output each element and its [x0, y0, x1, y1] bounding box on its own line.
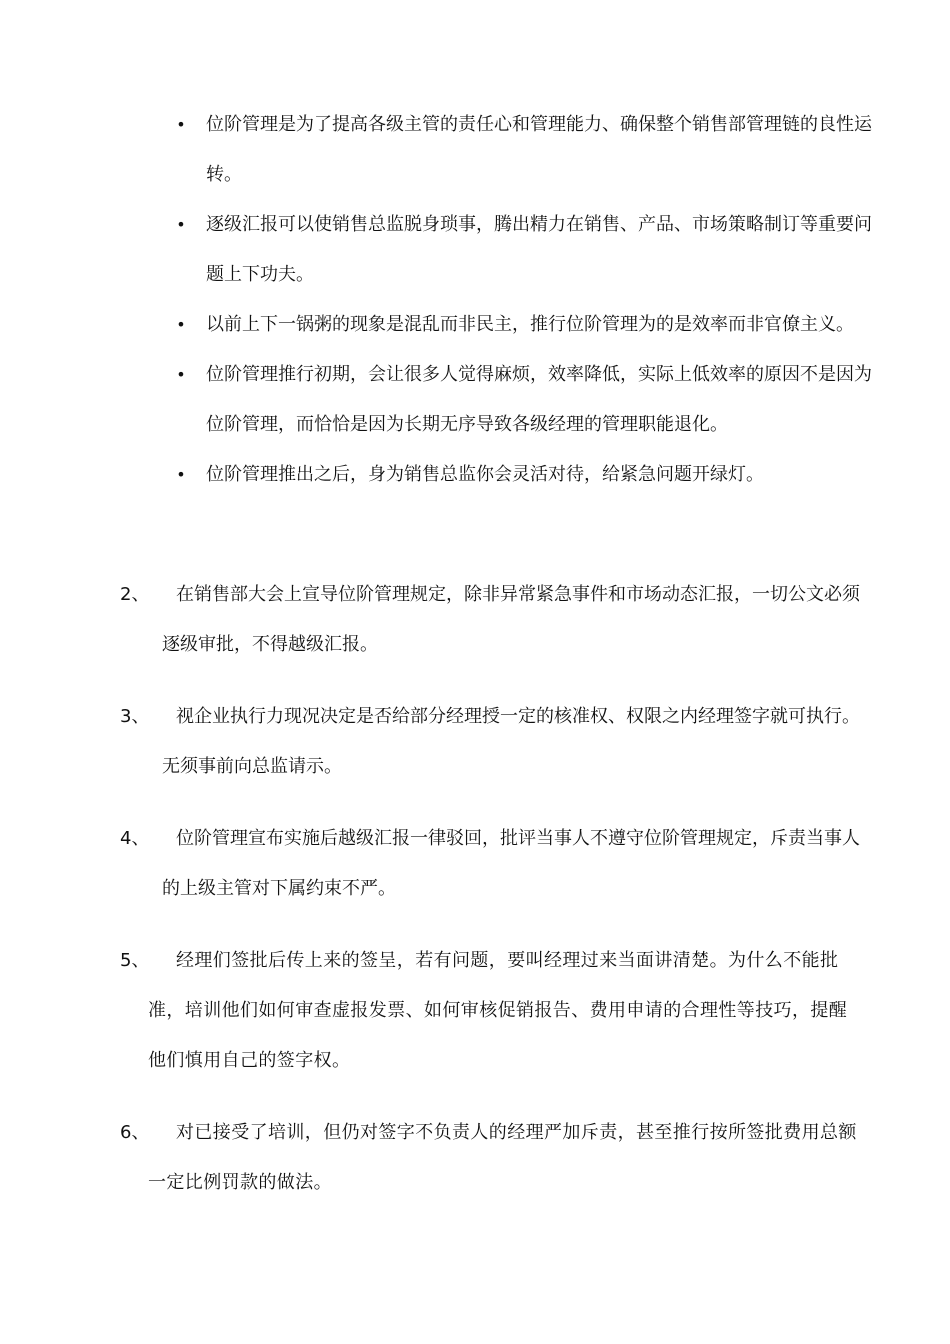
bullet-icon: • [176, 215, 186, 234]
bullet-text: 位阶管理推出之后，身为销售总监你会灵活对待，给紧急问题开绿灯。 [206, 464, 764, 485]
bullet-text: 逐级汇报可以使销售总监脱身琐事，腾出精力在销售、产品、市场策略制订等重要问题上下功夫。 [206, 214, 872, 285]
bullet-text: 位阶管理推行初期，会让很多人觉得麻烦，效率降低，实际上低效率的原因不是因为位阶管理，而恰恰是因为长期无序导致各级经理的管理职能退化。 [206, 364, 872, 435]
numbered-item [120, 570, 860, 670]
item-text: 经理们签批后传上来的签呈，若有问题，要叫经理过来当面讲清楚。为什么不能批准，培训他们如何审查虚报发票、如何审核促销报告、费用申请的合理性等技巧，提醒他们慎用自己的签字权。 [148, 950, 848, 1071]
item-text: 视企业执行力现况决定是否给部分经理授一定的核准权、权限之内经理签字就可执行。无须事前向总监请示。 [162, 706, 860, 777]
numbered-item [120, 936, 860, 1086]
item-text: 在销售部大会上宣导位阶管理规定，除非异常紧急事件和市场动态汇报，一切公文必须逐级审批，不得越级汇报。 [162, 584, 860, 655]
numbered-list [120, 570, 860, 1230]
numbered-item [120, 1108, 860, 1208]
bullet-item [176, 450, 876, 500]
bullet-item [176, 200, 876, 300]
item-text: 位阶管理宣布实施后越级汇报一律驳回，批评当事人不遵守位阶管理规定，斥责当事人的上级主管对下属约束不严。 [162, 828, 860, 899]
bullet-text: 位阶管理是为了提高各级主管的责任心和管理能力、确保整个销售部管理链的良性运转。 [206, 114, 872, 185]
numbered-item [120, 692, 860, 792]
bullet-icon: • [176, 115, 186, 134]
item-number: 3、 [120, 706, 150, 727]
item-number: 6、 [120, 1122, 150, 1143]
bullet-icon: • [176, 365, 186, 384]
bullet-text: 以前上下一锅粥的现象是混乱而非民主，推行位阶管理为的是效率而非官僚主义。 [206, 314, 854, 335]
bullet-item [176, 100, 876, 200]
item-number: 2、 [120, 584, 150, 605]
bullet-icon: • [176, 465, 186, 484]
item-number: 4、 [120, 828, 150, 849]
bullet-item [176, 350, 876, 450]
item-text: 对已接受了培训，但仍对签字不负责人的经理严加斥责，甚至推行按所签批费用总额一定比例罚款的做法。 [148, 1122, 857, 1193]
bullet-icon: • [176, 315, 186, 334]
bullet-list [176, 100, 876, 500]
numbered-item [120, 814, 860, 914]
bullet-item [176, 300, 876, 350]
item-number: 5、 [120, 950, 150, 971]
